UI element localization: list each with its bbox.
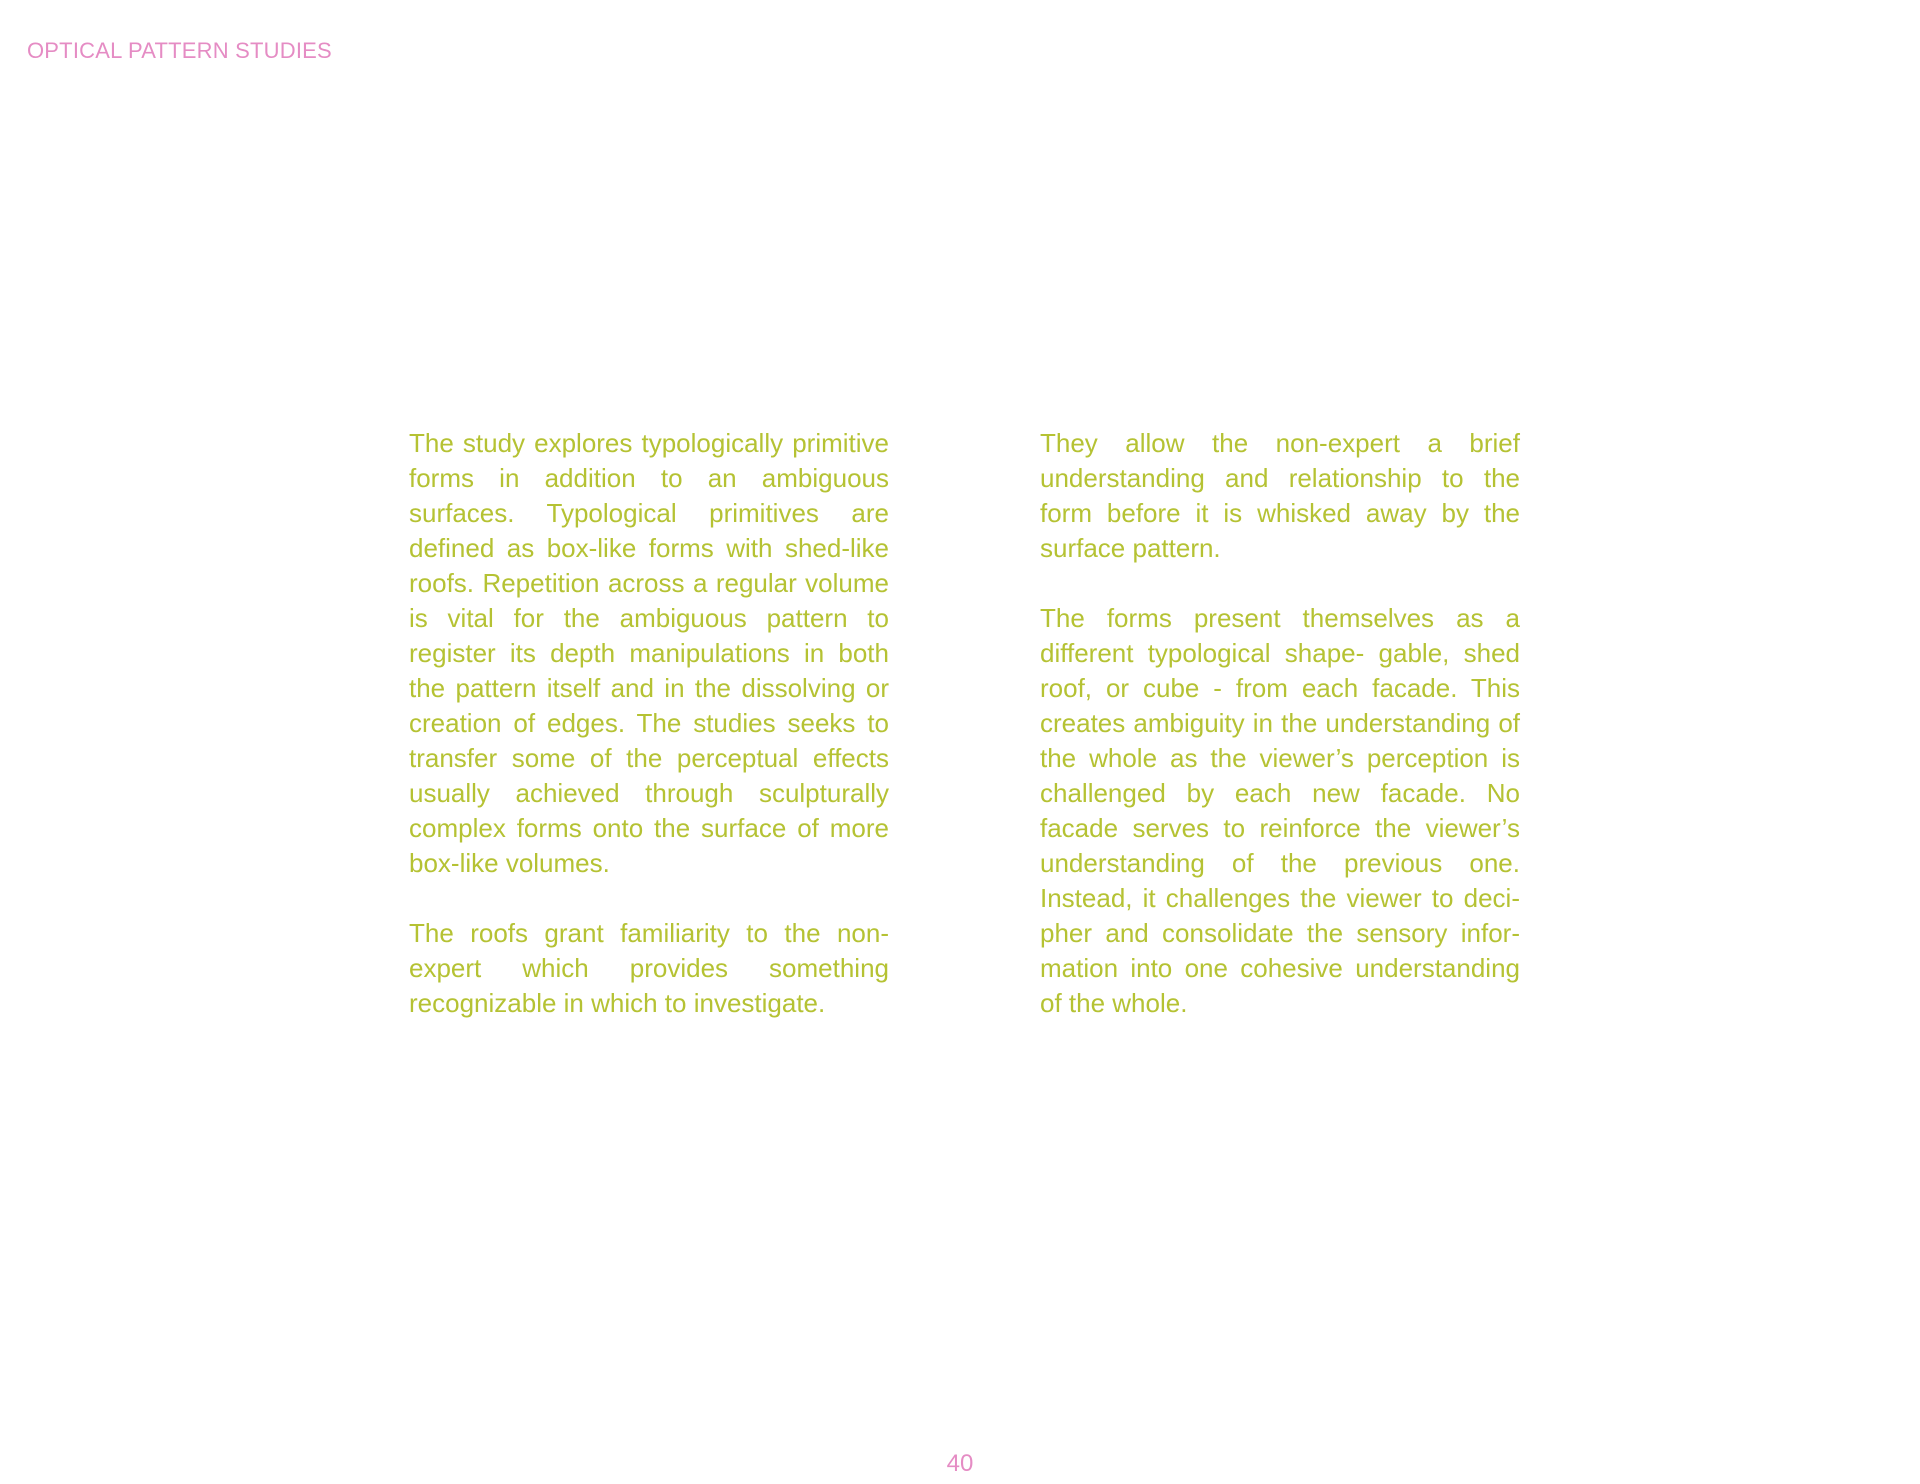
body-paragraph: They allow the non-expert a brief understanding and relationship to the form before it is whisked away by the surface pattern.: [1040, 428, 1520, 563]
running-header-title: OPTICAL PATTERN STUDIES: [27, 38, 332, 63]
body-paragraph: The roofs grant familiarity to the non-expert which provides something recognizable in which to investigate.: [409, 918, 889, 1018]
text-column-left: [409, 426, 889, 1021]
page-number: 40: [946, 1450, 974, 1477]
text-column-right: [1040, 426, 1520, 1021]
body-paragraph: The study explores typologically primitive forms in addition to an ambiguous surfaces. Typological primitives are defined as box-like forms with shed-like roofs. Repetition across a regular volume is vital for the ambiguous pattern to register its depth manipulations in both the pattern itself and in the dissolving or creation of edges. The studies seeks to transfer some of the perceptual effects usually achieved through sculpturally complex forms onto the surface of more box-like volumes.: [409, 428, 889, 878]
body-paragraph: The forms present themselves as a different typological shape- gable, shed roof, or cube - from each facade. This creates ambiguity in the understanding of the whole as the viewer’s perception is challenged by each new facade. No facade serves to reinforce the viewer’s understanding of the previous one. Instead, it challenges the viewer to decipher and consolidate the sensory information into one cohesive understanding of the whole.: [1040, 603, 1520, 1018]
